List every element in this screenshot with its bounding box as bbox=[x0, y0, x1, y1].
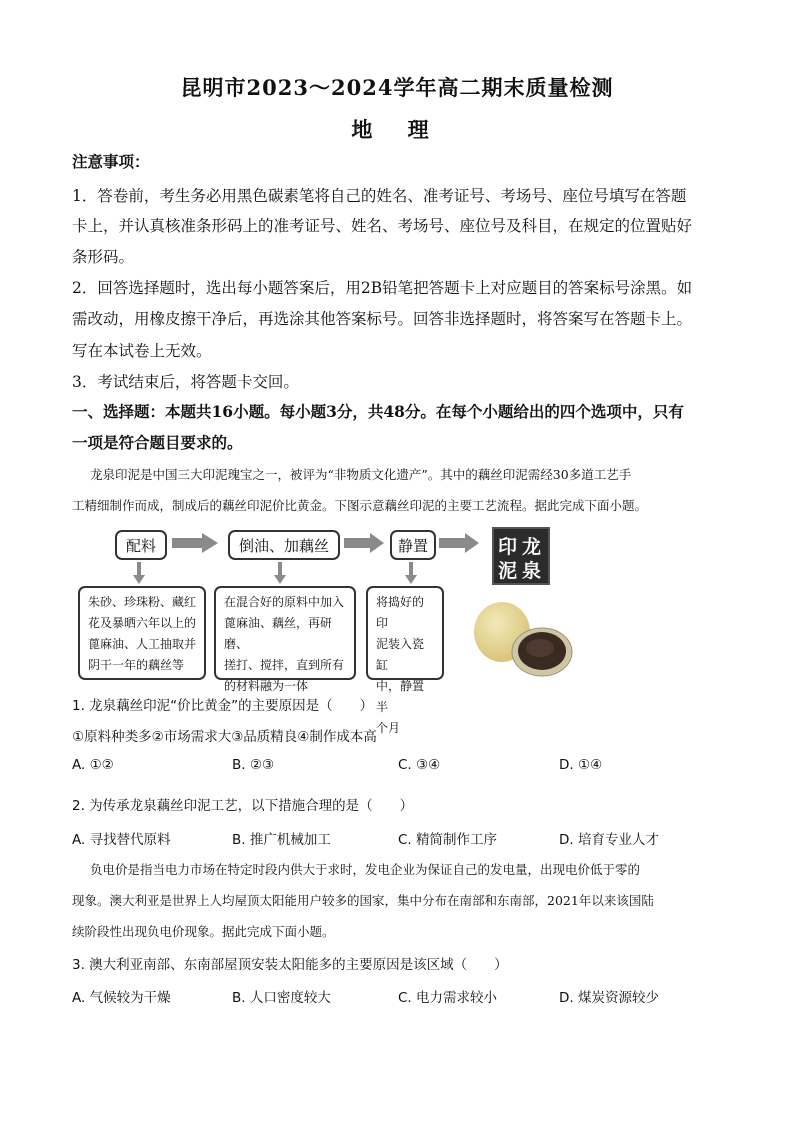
q3-option-a[interactable]: A. 气候较为干燥 bbox=[72, 990, 171, 1006]
step-description bbox=[366, 586, 444, 735]
description-line: 朱砂、珍珠粉、藏红 bbox=[88, 595, 197, 609]
description-line: 在混合好的原料中加入 bbox=[224, 595, 345, 609]
arrow-down-icon bbox=[405, 562, 417, 584]
section-heading: 一、选择题：本题共16小题。每小题3分，共48分。在每个小题给出的四个选项中，只有 bbox=[72, 402, 684, 421]
arrow-right-icon bbox=[439, 533, 479, 553]
arrow-down-icon bbox=[133, 562, 145, 584]
passage-line: 工精细制作而成，制成后的藕丝印泥价比黄金。下图示意藕丝印泥的主要工艺流程。据此完成下面小题。 bbox=[72, 498, 648, 513]
subject-title: 地 理 bbox=[351, 117, 443, 142]
q2-option-a[interactable]: A. 寻找替代原料 bbox=[72, 832, 171, 848]
passage-line: 续阶段性出现负电价现象。据此完成下面小题。 bbox=[72, 924, 335, 939]
description-line: 花及暴晒六年以上的 bbox=[88, 616, 197, 630]
notice-line: 写在本试卷上无效。 bbox=[72, 342, 212, 360]
q1-option-c[interactable]: C. ③④ bbox=[398, 757, 441, 773]
notice-heading: 注意事项： bbox=[72, 152, 150, 171]
notice-line: 1．答卷前，考生务必用黑色碳素笔将自己的姓名、准考证号、考场号、座位号填写在答题 bbox=[72, 187, 687, 205]
question-2-stem: 2. 为传承龙泉藕丝印泥工艺，以下措施合理的是（ ） bbox=[72, 798, 414, 814]
q2-option-d[interactable]: D. 培育专业人才 bbox=[559, 832, 659, 848]
q3-option-d[interactable]: D. 煤炭资源较少 bbox=[559, 990, 659, 1006]
question-1-stem: 1. 龙泉藕丝印泥“价比黄金”的主要原因是（ ） bbox=[72, 698, 374, 714]
step-box-peiliao: 配料 bbox=[115, 530, 167, 560]
notice-line: 条形码。 bbox=[72, 248, 135, 266]
notice-line: 需改动，用橡皮擦干净后，再选涂其他答案标号。回答非选择题时，将答案写在答题卡上。 bbox=[72, 310, 693, 328]
passage-line: 负电价是指当电力市场在特定时段内供大于求时，发电企业为保证自己的发电量，出现电价低于零的 bbox=[90, 862, 641, 877]
description-line: 蓖麻油、藕丝，再研磨、 bbox=[224, 616, 333, 651]
description-line: 将捣好的印 bbox=[376, 595, 425, 630]
step-description bbox=[78, 586, 206, 680]
passage-line: 现象。澳大利亚是世界上人均屋顶太阳能用户较多的国家，集中分布在南部和东南部，2021年以来该国陆 bbox=[72, 893, 654, 908]
stamp-char: 印 bbox=[498, 536, 518, 558]
q3-option-c[interactable]: C. 电力需求较小 bbox=[398, 990, 498, 1006]
question-3-stem: 3. 澳大利亚南部、东南部屋顶安装太阳能多的主要原因是该区域（ ） bbox=[72, 957, 508, 973]
passage-line: 龙泉印泥是中国三大印泥瑰宝之一，被评为“非物质文化遗产”。其中的藕丝印泥需经30多道工艺手 bbox=[90, 467, 632, 482]
description-line: 搓打、搅拌，直到所有 bbox=[224, 658, 345, 672]
q2-option-b[interactable]: B. 推广机械加工 bbox=[232, 832, 331, 848]
section-heading: 一项是符合题目要求的。 bbox=[72, 433, 243, 452]
description-line: 中，静置半 bbox=[376, 679, 425, 714]
stamp-char: 龙 bbox=[522, 536, 542, 558]
notice-line: 卡上，并认真核准条形码上的准考证号、姓名、考场号、座位号及科目，在规定的位置贴好 bbox=[72, 217, 693, 235]
description-line: 阴干一年的藕丝等 bbox=[88, 658, 185, 672]
notice-line: 3．考试结束后，将答题卡交回。 bbox=[72, 373, 299, 391]
q1-option-b[interactable]: B. ②③ bbox=[232, 757, 275, 773]
arrow-right-icon bbox=[172, 533, 218, 553]
description-line: 泥装入瓷缸 bbox=[376, 637, 425, 672]
arrow-right-icon bbox=[344, 533, 384, 553]
question-1-items: ①原料种类多②市场需求大③品质精良④制作成本高 bbox=[72, 729, 377, 745]
step-box-jingzhi: 静置 bbox=[390, 530, 436, 560]
stamp-seal-image bbox=[492, 527, 550, 585]
q3-option-b[interactable]: B. 人口密度较大 bbox=[232, 990, 331, 1006]
description-line: 个月 bbox=[376, 721, 401, 735]
arrow-down-icon bbox=[274, 562, 286, 584]
step-box-daoyou: 倒油、加藕丝 bbox=[228, 530, 340, 560]
description-line: 的材料融为一体 bbox=[224, 679, 309, 693]
q2-option-c[interactable]: C. 精简制作工序 bbox=[398, 832, 498, 848]
q1-option-d[interactable]: D. ①④ bbox=[559, 757, 603, 773]
description-line: 蓖麻油、人工抽取并 bbox=[88, 637, 197, 651]
q1-option-a[interactable]: A. ①② bbox=[72, 757, 114, 773]
stamp-char: 泉 bbox=[522, 560, 542, 582]
exam-title: 昆明市2023～2024学年高二期末质量检测 bbox=[180, 75, 614, 100]
notice-line: 2．回答选择题时，选出每小题答案后，用2B铅笔把答题卡上对应题目的答案标号涂黑。如 bbox=[72, 279, 693, 297]
ink-paste-image bbox=[470, 596, 580, 686]
step-description bbox=[214, 586, 356, 693]
stamp-char: 泥 bbox=[498, 560, 518, 582]
